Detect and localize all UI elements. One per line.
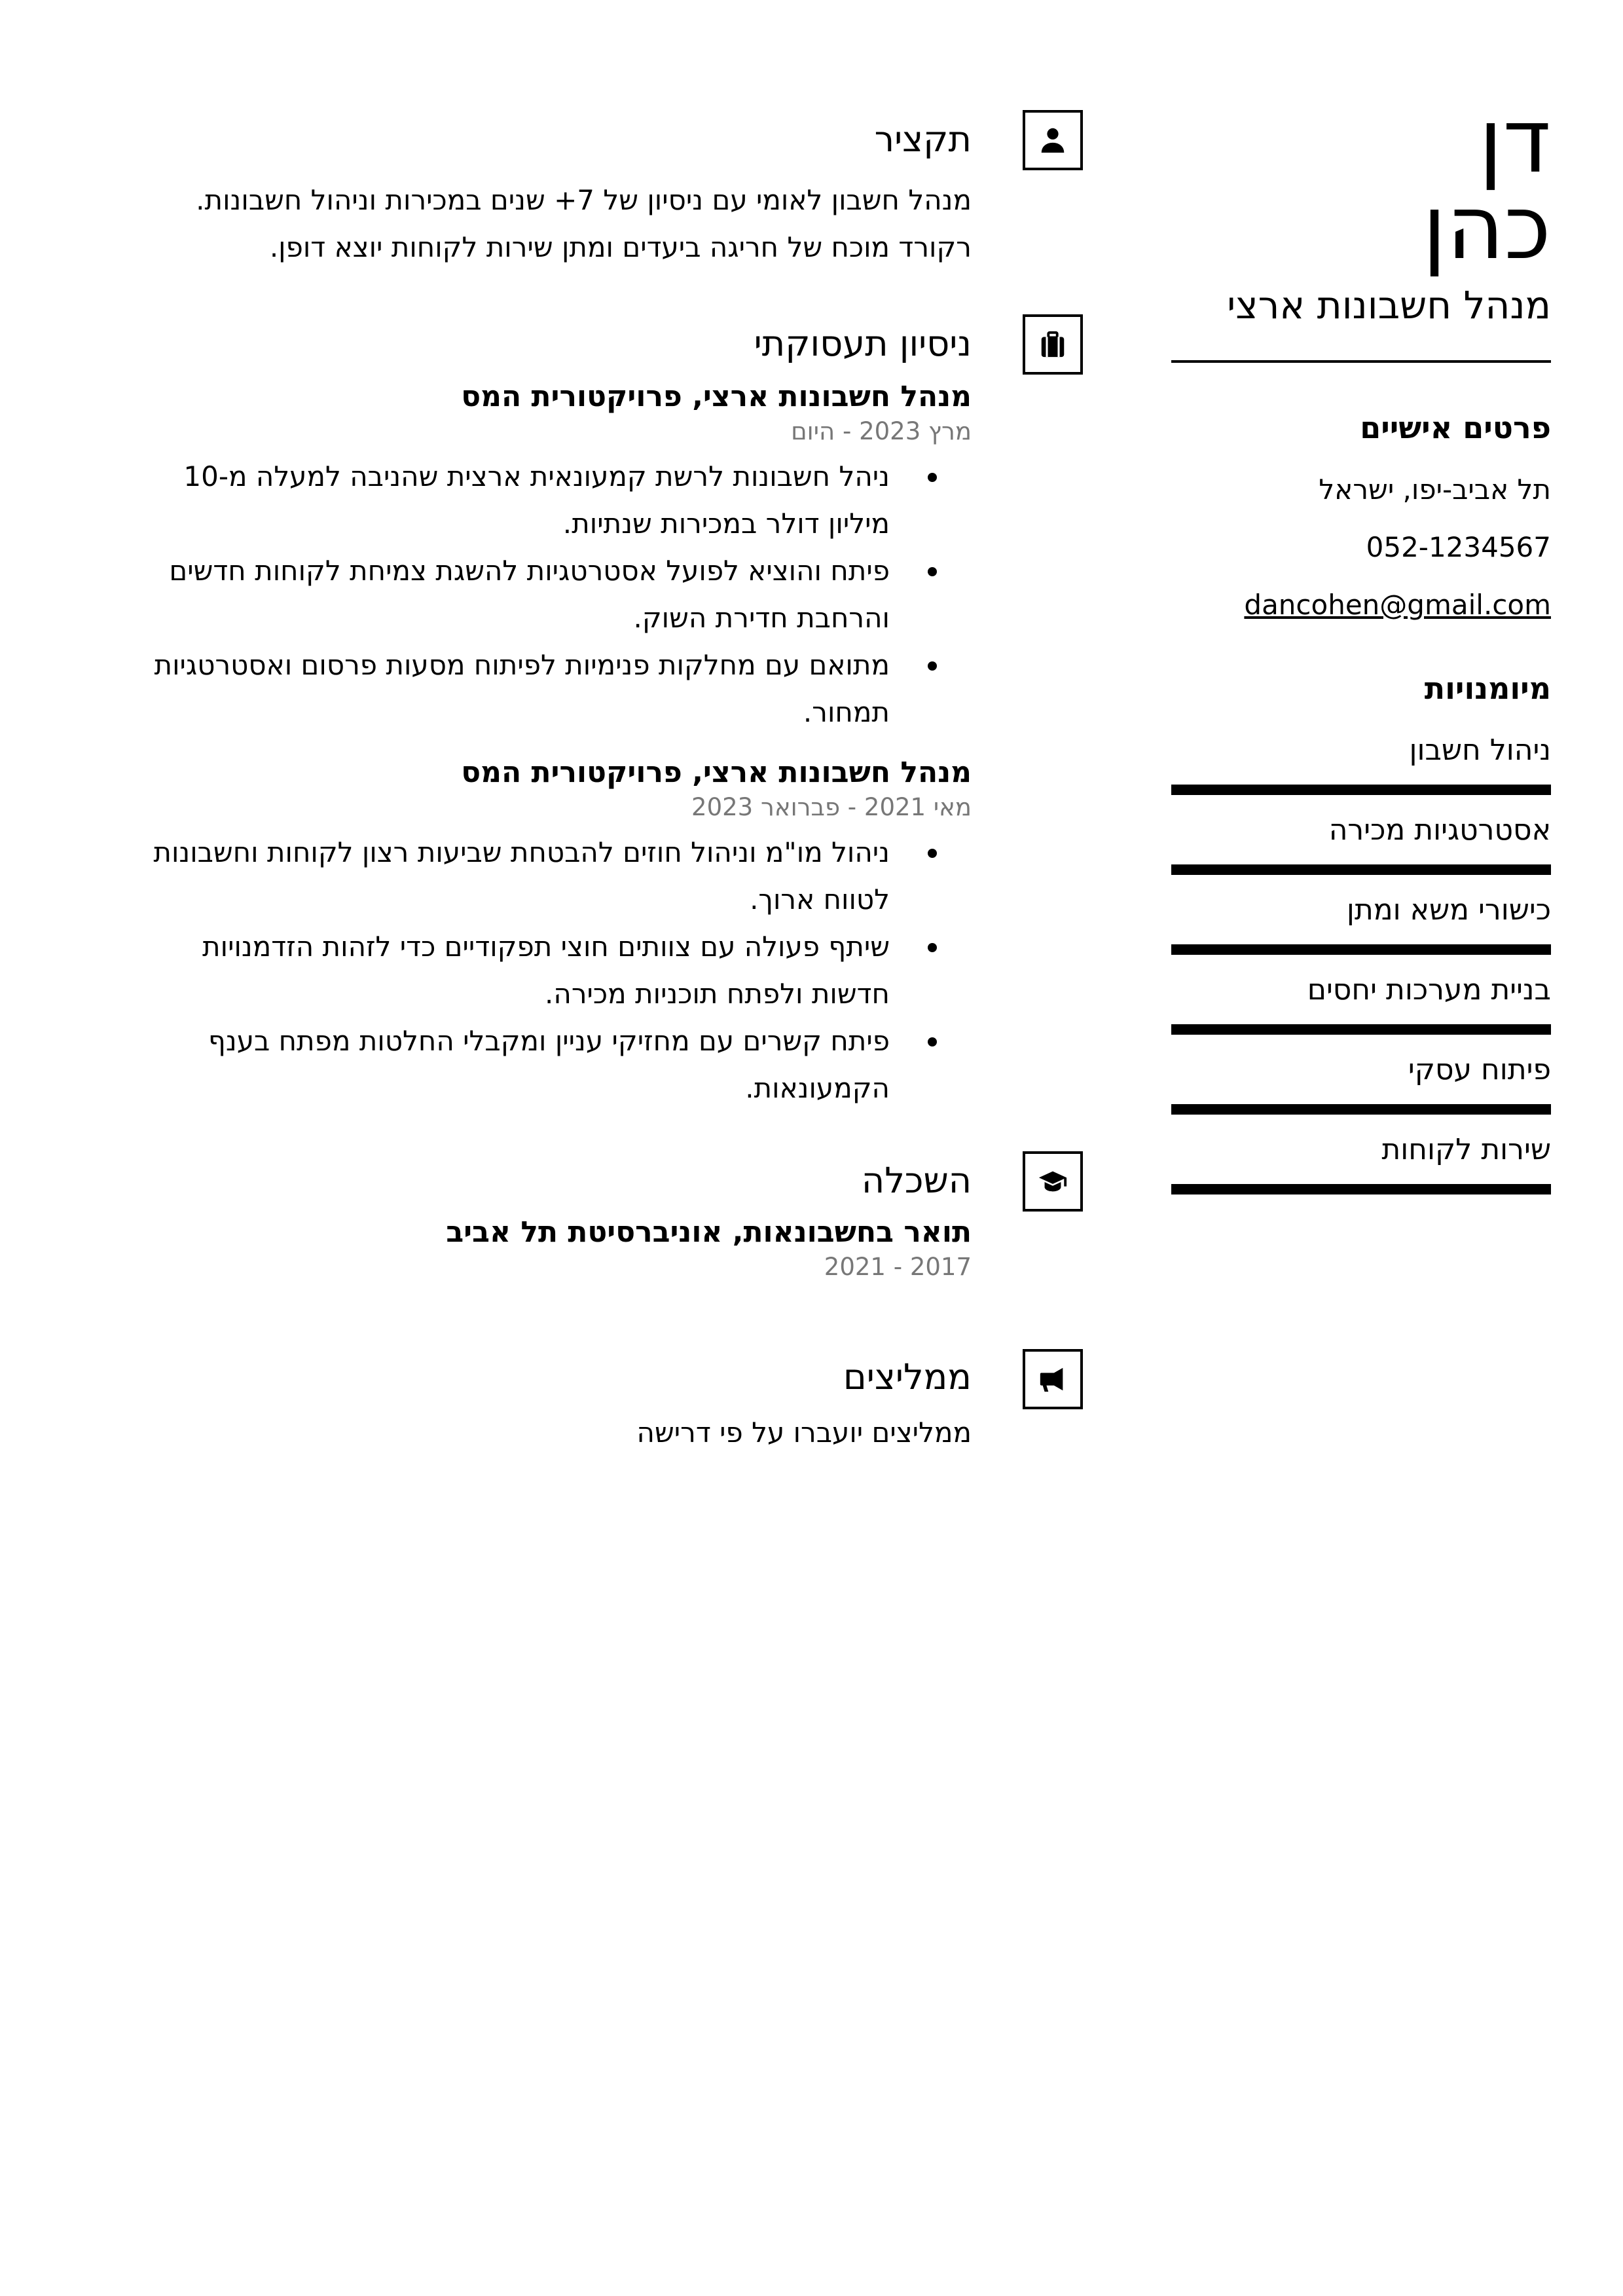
skill-label: ניהול חשבון — [1409, 733, 1551, 767]
phone-text: 052-1234567 — [1366, 531, 1551, 563]
megaphone-icon-glyph — [1038, 1364, 1068, 1394]
graduation-cap-icon-glyph — [1038, 1166, 1068, 1196]
references-text: ממליצים יועברו על פי דרישה — [636, 1416, 972, 1449]
list-item: שיתף פעולה עם צוותים חוצי תפקודיים כדי לזהות הזדמנויות חדשות ולפתח תוכניות מכירה. — [127, 923, 890, 1018]
email-link[interactable]: dancohen@gmail.com — [1244, 589, 1551, 621]
job-title-company: מנהל חשבונות ארצי, פרויקטורית המס — [461, 756, 972, 789]
job-dates: מרץ 2023 - היום — [791, 417, 972, 445]
summary-text: מנהל חשבון לאומי עם ניסיון של 7+ שנים במכירות וניהול חשבונות. רקורד מוכח של חריגה ביעדים ומתן שירות לקוחות יוצא דופן. — [196, 184, 972, 263]
skill-level-bar — [1171, 864, 1551, 875]
list-item: פיתח והוציא לפועל אסטרטגיות להשגת צמיחת לקוחות חדשים והרחבת חדירת השוק. — [127, 547, 890, 642]
list-item: מתואם עם מחלקות פנימיות לפיתוח מסעות פרסום ואסטרטגיות תמחור. — [127, 642, 890, 736]
skill-label: שירות לקוחות — [1381, 1133, 1551, 1166]
location-text: תל אביב-יפו, ישראל — [1319, 473, 1551, 506]
education-heading: השכלה — [861, 1160, 972, 1201]
personal-details-heading: פרטים אישיים — [1360, 410, 1551, 445]
education-dates: 2017 - 2021 — [824, 1253, 972, 1281]
list-item: ניהל חשבונות לרשת קמעונאית ארצית שהניבה למעלה מ-10 מיליון דולר במכירות שנתיות. — [127, 453, 890, 547]
skill-label: כישורי משא ומתן — [1346, 893, 1551, 927]
skill-level-bar — [1171, 785, 1551, 795]
job-entry — [127, 379, 972, 736]
skill-item — [1171, 812, 1551, 875]
job-title-company: מנהל חשבונות ארצי, פרויקטורית המס — [461, 380, 972, 413]
sidebar — [1171, 90, 1551, 1212]
job-dates: מאי 2021 - פברואר 2023 — [691, 793, 972, 821]
skill-level-bar — [1171, 1184, 1551, 1194]
job-bullets — [127, 829, 890, 1112]
list-item: ניהול מו"מ וניהול חוזים להבטחת שביעות רצון לקוחות וחשבונות לטווח ארוך. — [127, 829, 890, 923]
degree-text: תואר בחשבונאות, אוניברסיטת תל אביב — [446, 1215, 972, 1249]
candidate-name — [1171, 90, 1551, 279]
person-icon-glyph — [1038, 125, 1068, 155]
job-bullets — [127, 453, 890, 736]
skill-item — [1171, 892, 1551, 955]
summary-heading: תקציר — [874, 119, 972, 160]
skill-label: בניית מערכות יחסים — [1307, 973, 1551, 1007]
skill-item — [1171, 732, 1551, 795]
experience-heading: ניסיון תעסוקתי — [754, 323, 972, 364]
last-name: כהן — [1422, 176, 1551, 279]
skill-item — [1171, 972, 1551, 1035]
skill-item — [1171, 1052, 1551, 1115]
briefcase-icon — [1023, 314, 1083, 375]
skill-level-bar — [1171, 944, 1551, 955]
graduation-cap-icon — [1023, 1151, 1083, 1212]
list-item: פיתח קשרים עם מחזיקי עניין ומקבלי החלטות מפתח בענף הקמעונאות. — [127, 1018, 890, 1112]
skills-heading: מיומנויות — [1424, 671, 1551, 706]
references-section — [127, 1354, 972, 1456]
job-title: מנהל חשבונות ארצי — [1171, 283, 1551, 363]
first-name: דן — [1478, 90, 1551, 193]
megaphone-icon — [1023, 1349, 1083, 1409]
person-icon — [1023, 110, 1083, 170]
experience-section — [127, 321, 972, 1112]
references-heading: ממליצים — [843, 1356, 972, 1398]
skill-label: פיתוח עסקי — [1408, 1053, 1551, 1086]
skill-item — [1171, 1132, 1551, 1194]
skill-level-bar — [1171, 1104, 1551, 1115]
education-section — [127, 1158, 972, 1289]
job-entry — [127, 754, 972, 1112]
briefcase-icon-glyph — [1038, 329, 1068, 360]
summary-section — [127, 117, 972, 271]
skill-level-bar — [1171, 1024, 1551, 1035]
skill-label: אסטרטגיות מכירה — [1328, 813, 1551, 847]
